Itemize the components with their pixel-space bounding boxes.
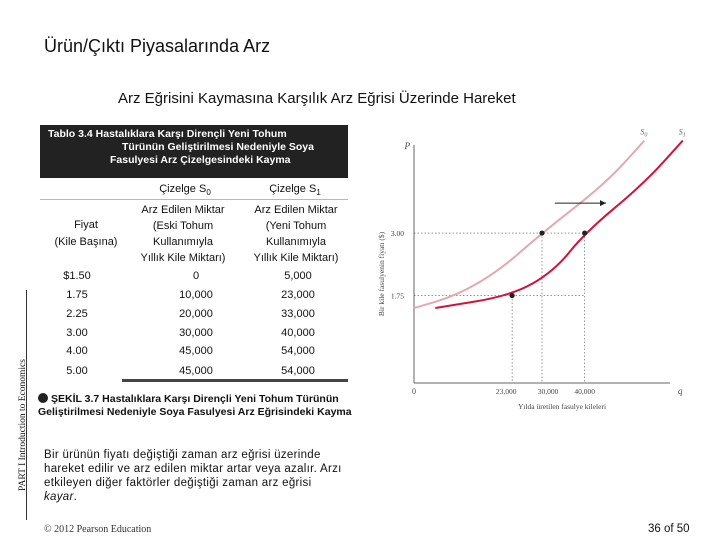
schedule-s1-header: Çizelge $S_1$ <box>269 183 321 198</box>
x-axis-letter: q <box>678 386 683 396</box>
table-header-divider <box>40 199 348 200</box>
x-tick-label: 40,000 <box>574 387 595 396</box>
slide-subtitle: Arz Eğrisini Kaymasına Karşılık Arz Eğrisi Üzerinde Hareket <box>118 90 516 107</box>
x-tick-label: 23,000 <box>495 387 517 396</box>
data-point <box>582 230 587 235</box>
series-label-s0: $S_0$ <box>640 127 648 139</box>
supply-curve-s1 <box>435 141 682 308</box>
x-axis-label: Yılda üretilen fasulye kileleri <box>517 402 607 411</box>
price-column-header: Fiyat (Kile Başına) <box>54 219 118 248</box>
copyright-notice: © 2012 Pearson Education <box>44 524 152 535</box>
body-paragraph: Bir ürünün fiyatı değiştiği zaman arz eğrisi üzerinde hareket edilir ve arz edilen miktar artar veya azalır. Arzı etkileyen diğer faktörler değiştiği zaman arz eğrisi kayar. <box>44 449 342 503</box>
side-part-label: PART I Introduction to Economics <box>18 359 28 491</box>
table-caption-line-2: Türünün Geliştirilmesi Nedeniyle Soya <box>122 141 314 153</box>
schedule-s0-header: Çizelge $S_0$ <box>159 183 211 198</box>
slide-title: Ürün/Çıktı Piyasalarında Arz <box>44 36 271 56</box>
data-point <box>510 293 515 298</box>
supply-shift-chart <box>370 127 700 415</box>
y-tick-label: 3.00 <box>390 229 404 239</box>
data-point <box>539 230 544 235</box>
figure-bullet-icon <box>38 393 48 403</box>
origin-label: 0 <box>412 387 416 396</box>
table-row: $1.50 0 5,000 <box>63 270 312 282</box>
table-caption <box>40 125 348 178</box>
figure-caption: ŞEKİL 3.7 Hastalıklara Karşı Dirençli Yeni Tohum Türünün Geliştirilmesi Nedeniyle Soya Fasulyesi Arz Eğrisindeki Kayma <box>38 393 352 418</box>
y-axis-letter: P <box>404 141 410 151</box>
page-number: 36 of 50 <box>648 523 690 535</box>
supply-curve-s0 <box>414 141 644 308</box>
s0-quantity-column-header: Arz Edilen Miktar (Eski Tohum Kullanımıyla Yıllık Kile Miktarı) <box>140 204 226 264</box>
table-caption-line-1: Tablo 3.4 Hastalıklara Karşı Dirençli Yeni Tohum <box>48 128 287 140</box>
table-row: 2.25 20,000 33,000 <box>66 308 315 320</box>
shift-arrow-head-icon <box>600 200 606 206</box>
table-caption-line-3: Fasulyesi Arz Çizelgesindeki Kayma <box>110 154 291 166</box>
series-label-s1: $S_1$ <box>678 127 686 139</box>
table-row: 5.00 45,000 54,000 <box>66 365 315 377</box>
table-row: 3.00 30,000 40,000 <box>66 327 315 339</box>
table-row: 4.00 45,000 54,000 <box>66 345 315 357</box>
table-body <box>40 270 350 384</box>
x-tick-label: 30,000 <box>537 387 559 396</box>
y-tick-label: 1.75 <box>390 291 404 301</box>
table-bottom-rule <box>122 379 348 382</box>
y-axis-label: Bir kile fasulyenin fiyatı ($) <box>377 231 386 317</box>
s1-quantity-column-header: Arz Edilen Miktar (Yeni Tohum Kullanımıyla Yıllık Kile Miktarı) <box>253 204 339 264</box>
table-row: 1.75 10,000 23,000 <box>66 289 315 301</box>
